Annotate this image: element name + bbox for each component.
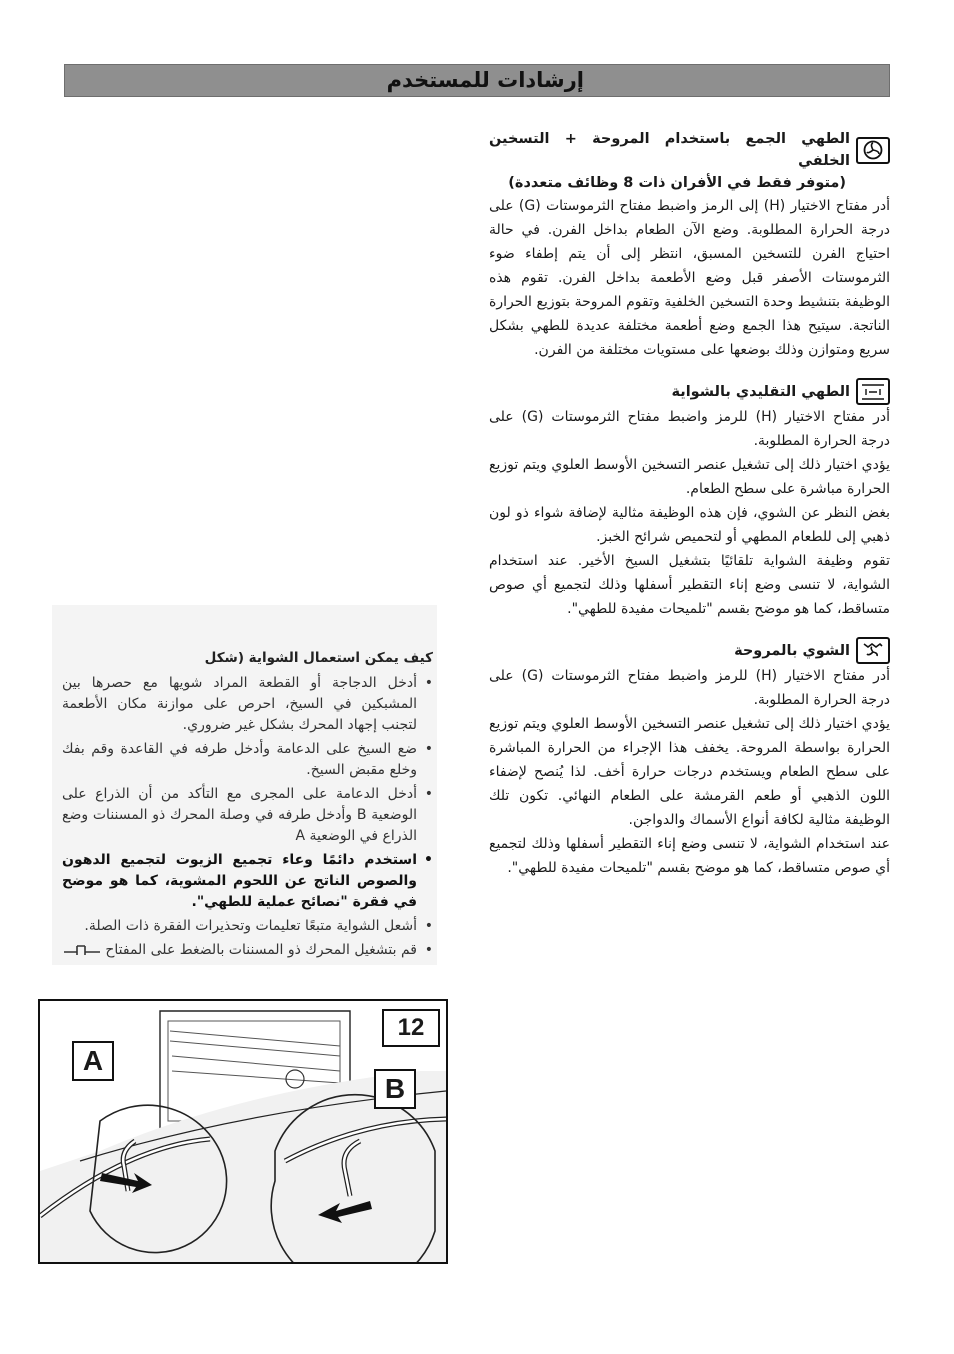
rotisserie-list (62, 673, 433, 961)
section-header (489, 128, 890, 172)
figure-label-b: B (374, 1069, 416, 1109)
section-title: الشوي بالمروحة (734, 642, 850, 659)
section-fan-rear-heat (489, 128, 890, 362)
section-header (489, 378, 890, 405)
section-header (489, 637, 890, 664)
section-title: الطهي الجمع باستخدام المروحة + التسخين الخلفي (489, 131, 850, 169)
rotisserie-panel (52, 605, 437, 965)
section-subtitle: (متوفر فقط في الأفران ذات 8 وظائف متعددة) (508, 175, 846, 191)
section-title: الطهي التقليدي بالشواية (671, 383, 850, 400)
list-item: • أدخل الدعامة على المجرى مع التأكد من أن الذراع على الوضعية B وأدخل طرفه في وصلة المحرك ذو المسننات وضع الذراع في الوضعية A (62, 784, 433, 847)
list-item (62, 940, 433, 961)
list-item: • استخدم دائمًا وعاء تجميع الزيوت لتجميع الدهون والصوص الناتج عن اللحوم المشوية، كما هو موضح في فقرة "نصائح عملية للطهي". (62, 850, 433, 913)
page-title: إرشادات للمستخدم (386, 68, 584, 92)
section-paragraph: يؤدي اختيار ذلك إلى تشغيل عنصر التسخين الأوسط العلوي ويتم توزيع الحرارة مباشرة على سطح الطعام. (489, 457, 890, 497)
list-item: • أدخل الدجاجة أو القطعة المراد شويها مع حصرها بين المشبكين في السيخ، احرص على موازنة مكان الأطعمة لتجنب إجهاد المحرك بشكل غير ضروري. (62, 673, 433, 736)
rotisserie-heading: كيف يمكن استعمال الشواية (شكل (204, 650, 433, 666)
right-column (489, 128, 890, 896)
fan-grill-icon (856, 637, 890, 664)
list-item-text: قم بتشغيل المحرك ذو المسننات بالضغط على المفتاح (105, 942, 417, 958)
section-paragraph: يؤدي اختيار ذلك إلى تشغيل عنصر التسخين الأوسط العلوي ويتم توزيع الحرارة بواسطة المروحة. يخفف هذا الإجراء من الحرارة المباشرة على سطح الطعام ويستخدم درجات حرارة أخف. لذا يُنصح لإضفاء اللون الذهبي أو طعم القرمشة على الطعام النهائي. تكون تلك الوظيفة مثالية لكافة أنواع الأسماك والدواجن. (489, 716, 890, 828)
figure-number-label: 12 (382, 1009, 440, 1047)
list-item: • أشعل الشواية متبعًا تعليمات وتحذيرات الفقرة ذات الصلة. (62, 916, 433, 937)
motor-switch-icon (63, 943, 101, 957)
section-paragraph: عند استخدام الشواية، لا تنسى وضع إناء التقطير أسفلها وذلك لتجميع أي صوص متساقط، كما هو موضح بقسم "تلميحات مفيدة للطهي". (489, 836, 890, 876)
section-paragraph: بغض النظر عن الشوي، فإن هذه الوظيفة مثالية لإضافة شواء ذو لون ذهبي إلى للطعام المطهي أو لتحميص شرائح الخبز. (489, 505, 890, 545)
section-conventional-grill (489, 378, 890, 621)
top-bottom-heat-icon (856, 378, 890, 405)
section-paragraph: تقوم وظيفة الشواية تلقائيًا بتشغيل السيخ الأخير. عند استخدام الشواية، لا تنسى وضع إناء التقطير أسفلها وذلك لتجميع أي صوص متساقط، كما هو موضح بقسم "تلميحات مفيدة للطهي". (489, 553, 890, 617)
section-paragraph: أدر مفتاح الاختيار (H) للرمز واضبط مفتاح الثرموستات (G) على درجة الحرارة المطلوبة. (489, 668, 891, 708)
section-paragraph: أدر مفتاح الاختيار (H) إلى الرمز واضبط مفتاح الثرموستات (G) على درجة الحرارة المطلوبة. وضع الآن الطعام بداخل الفرن. في حالة احتياج الفرن للتسخين المسبق، انتظر إلى أن يتم إطفاء ضوء الثرموستات الأصفر قبل وضع الأطعمة بداخل الفرن. تقوم هذه الوظيفة بتنشيط وحدة التسخين الخلفية وتقوم المروحة بتوزيع الحرارة الناتجة. سيتيح هذا الجمع وضع أطعمة مختلفة عديدة للطهي بشكل سريع ومتوازن وذلك بوضعها على مستويات مختلفة من الفرن. (489, 198, 891, 358)
section-paragraph: أدر مفتاح الاختيار (H) للرمز واضبط مفتاح الثرموستات (G) على درجة الحرارة المطلوبة. (489, 409, 891, 449)
header-bar (64, 64, 890, 97)
figure-label-a: A (72, 1041, 114, 1081)
section-fan-grill (489, 637, 890, 880)
list-item: • ضع السيخ على الدعامة وأدخل طرفه في القاعدة وقم بفك وخلع مقبض السيخ. (62, 739, 433, 781)
fan-circle-icon (856, 137, 890, 164)
figure-12 (38, 999, 448, 1264)
